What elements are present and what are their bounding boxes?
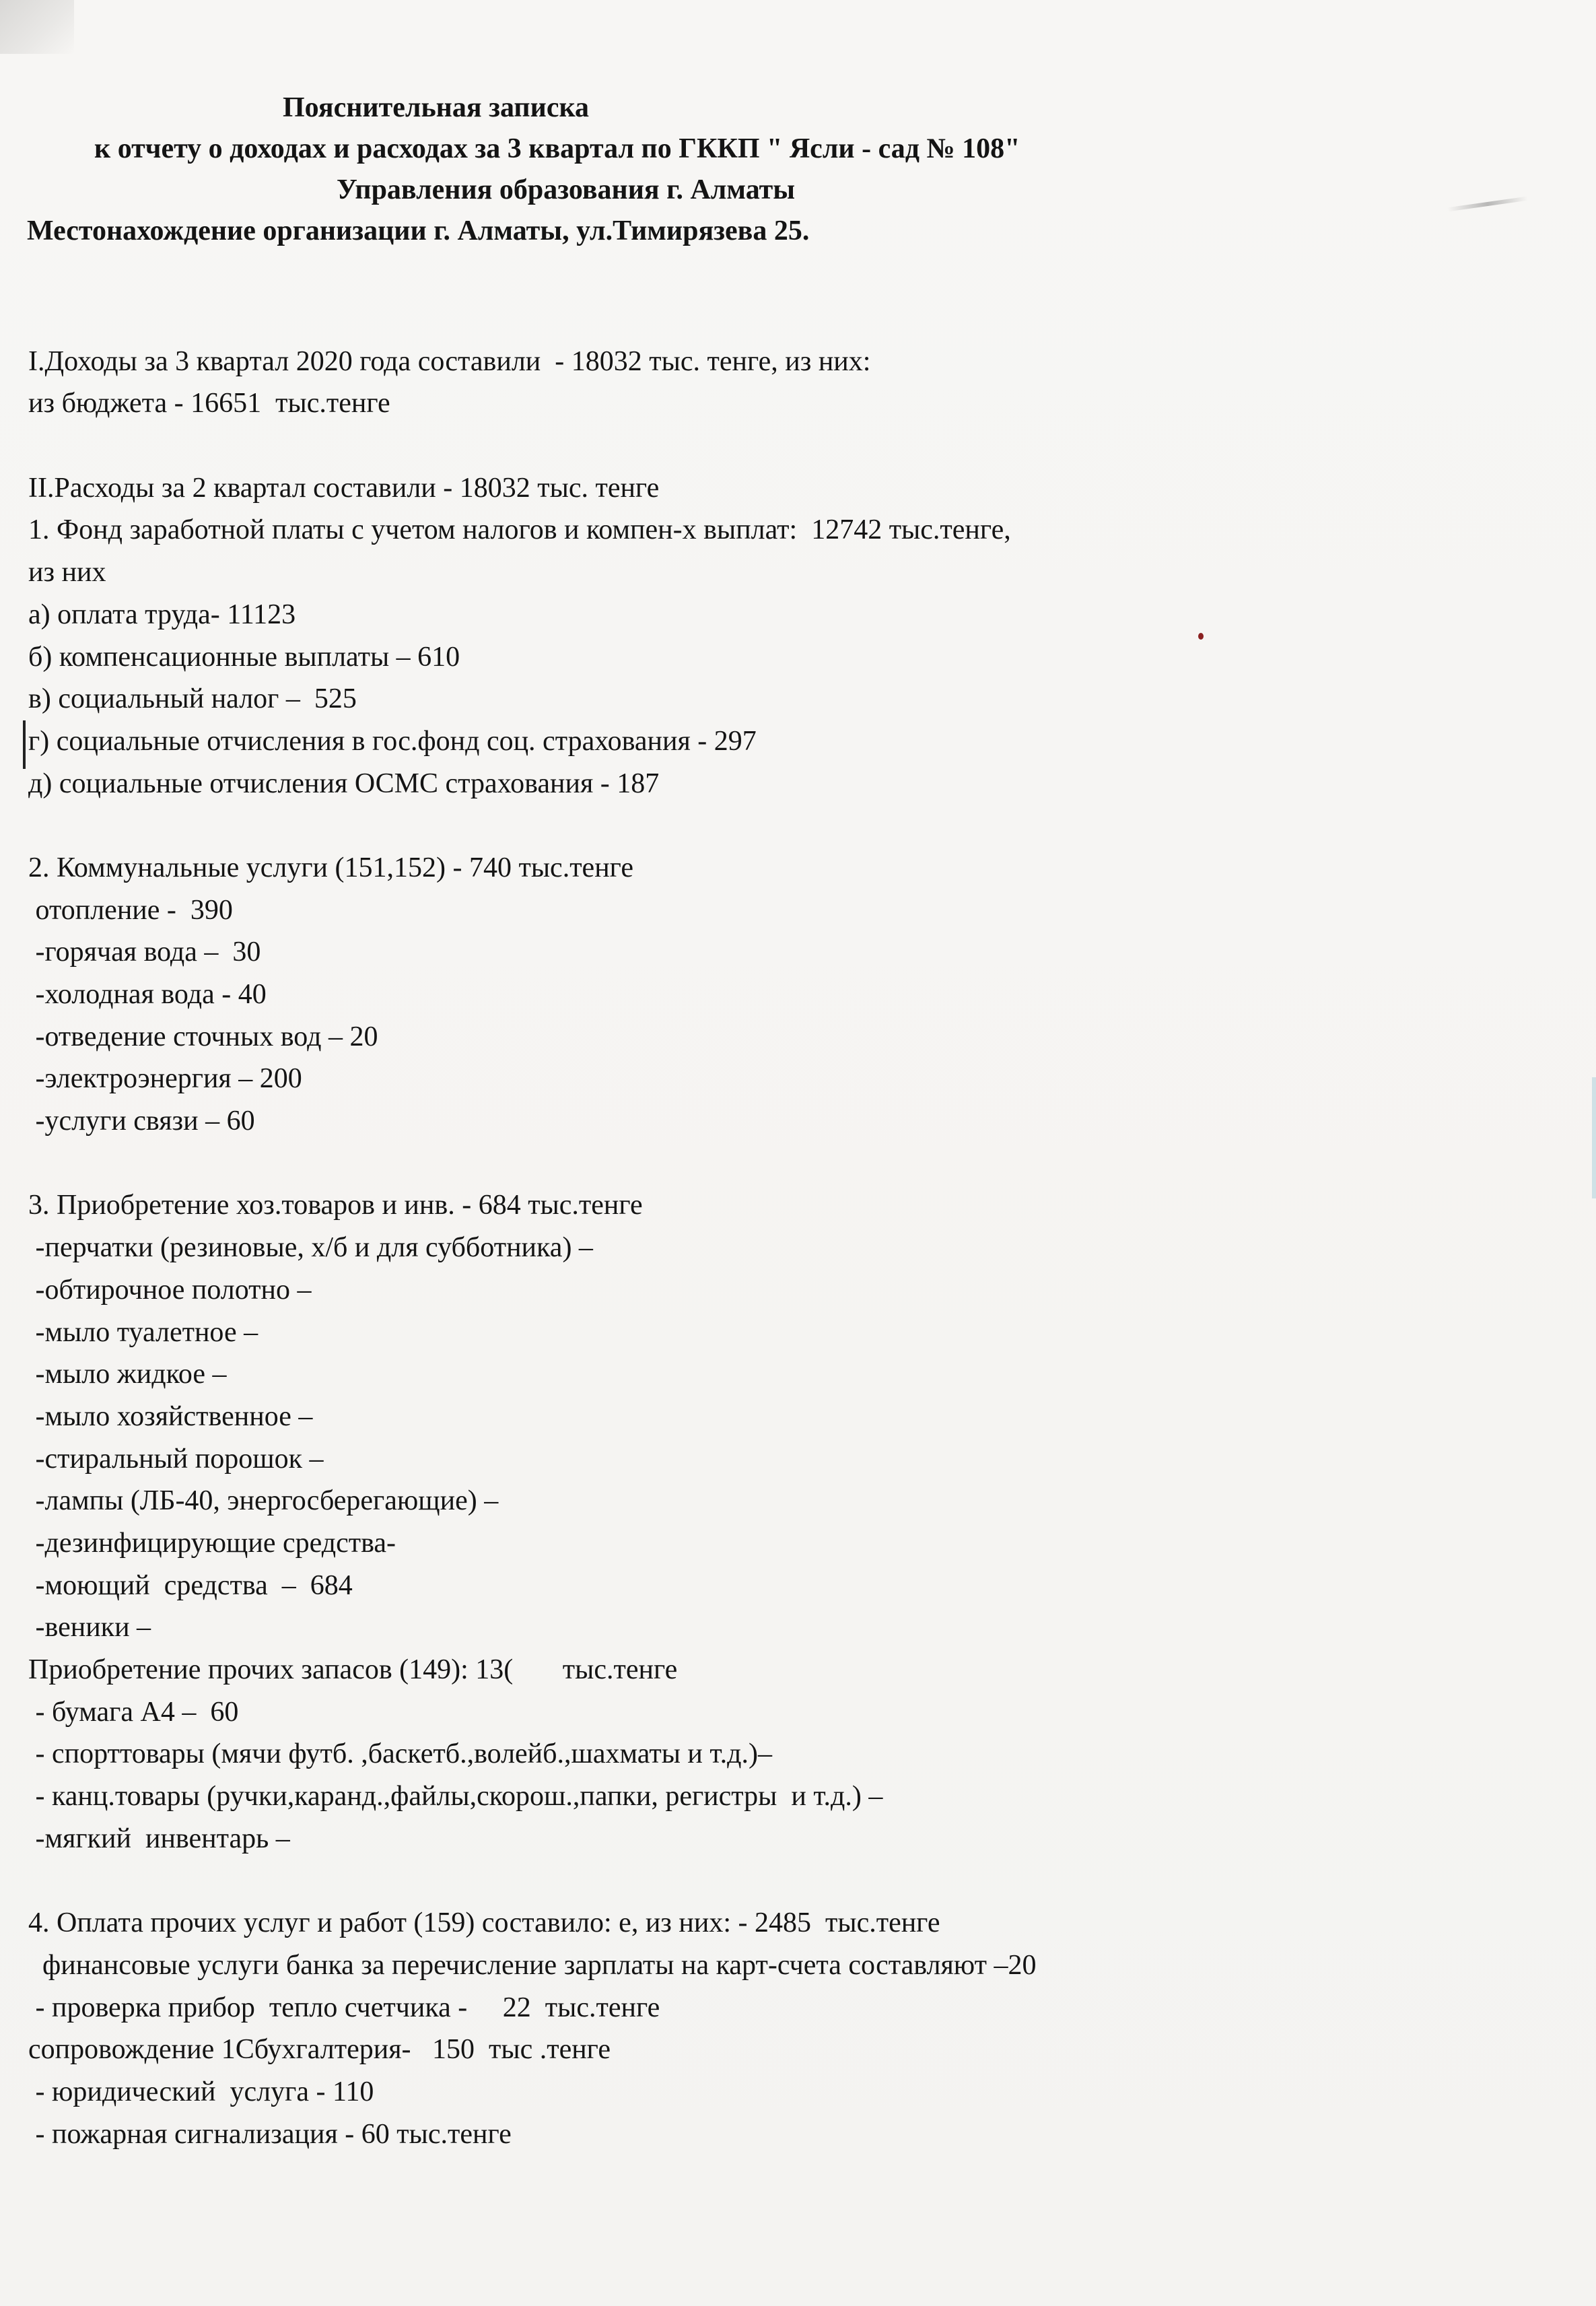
text-line: Приобретение прочих запасов (149): 13( тыс.тенге [28, 1654, 678, 1685]
text-line: д) социальные отчисления ОСМС страхования - 187 [28, 768, 660, 799]
text-line: -моющий средства – 684 [28, 1569, 353, 1601]
text-line: -мягкий инвентарь – [28, 1823, 290, 1854]
text-line: -веники – [28, 1612, 151, 1643]
text-line: сопровождение 1Cбухгалтерия- 150 тыс .тенге [28, 2034, 611, 2066]
blank-line [28, 805, 1375, 847]
blank-line [28, 298, 1375, 341]
text-line: - бумага А4 – 60 [28, 1696, 239, 1728]
text-line: -мыло туалетное – [28, 1316, 258, 1348]
text-line: 3. Приобретение хоз.товаров и инв. - 684 тыс.тенге [28, 1190, 643, 1221]
folded-corner [0, 0, 74, 54]
text-line: из них [28, 557, 106, 588]
text-line: - юридический услуга - 110 [28, 2076, 374, 2107]
blank-line [28, 1860, 1375, 1902]
text-line: II.Расходы за 2 квартал составили - 18032 тыс. тенге [28, 472, 660, 504]
text-line: в) социальный налог – 525 [28, 683, 357, 715]
blank-line [28, 425, 1375, 467]
document-body [28, 298, 1375, 2155]
text-line: -стиральный порошок – [28, 1443, 324, 1474]
blank-line [28, 1143, 1375, 1185]
edge-mark [1592, 1077, 1596, 1198]
location-line: Местонахождение организации г. Алматы, ул.Тимирязева 25. [27, 215, 810, 246]
text-line: - спорттовары (мячи футб. ,баскетб.,волейб.,шахматы и т.д.)– [28, 1738, 772, 1770]
text-line: -мыло жидкое – [28, 1359, 227, 1390]
text-line: -обтирочное полотно – [28, 1274, 312, 1305]
text-line: финансовые услуги банка за перечисление зарплаты на карт-счета составляют –20 [28, 1949, 1037, 1981]
text-line: б) компенсационные выплаты – 610 [28, 641, 460, 673]
text-line: -холодная вода - 40 [28, 979, 267, 1010]
text-line: из бюджета - 16651 тыс.тенге [28, 388, 390, 419]
text-line: -лампы (ЛБ-40, энергосберегающие) – [28, 1485, 499, 1517]
text-line: 4. Оплата прочих услуг и работ (159) составило: е, из них: - 2485 тыс.тенге [28, 1907, 940, 1939]
text-line: - канц.товары (ручки,каранд.,файлы,скорош.,папки, регистры и т.д.) – [28, 1781, 883, 1812]
text-line: - пожарная сигнализация - 60 тыс.тенге [28, 2118, 512, 2150]
text-line: 2. Коммунальные услуги (151,152) - 740 тыс.тенге [28, 852, 633, 883]
text-line: -электроэнергия – 200 [28, 1063, 302, 1095]
text-line: отопление - 390 [28, 894, 233, 926]
text-line: -перчатки (резиновые, х/б и для субботника) – [28, 1232, 593, 1264]
text-line: 1. Фонд заработной платы с учетом налогов и компен-х выплат: 12742 тыс.тенге, [28, 514, 1011, 546]
document-title: Пояснительная записка [283, 92, 590, 123]
organization-line: Управления образования г. Алматы [337, 174, 796, 205]
scan-streak [1447, 197, 1528, 212]
text-line: -мыло хозяйственное – [28, 1400, 313, 1432]
text-line: г) социальные отчисления в гос.фонд соц. страхования - 297 [28, 725, 757, 757]
text-line: -услуги связи – 60 [28, 1106, 255, 1137]
margin-mark [23, 720, 26, 769]
text-line: -дезинфицирующие средства- [28, 1527, 396, 1559]
text-line: - проверка прибор тепло счетчика - 22 тыс.тенге [28, 1992, 660, 2023]
document-subtitle: к отчету о доходах и расходах за 3 квартал по ГККП " Ясли - сад № 108" [94, 133, 1020, 164]
text-line: а) оплата труда- 11123 [28, 599, 296, 630]
document-header [27, 88, 1373, 252]
text-line: -горячая вода – 30 [28, 937, 261, 968]
text-line: I.Доходы за 3 квартал 2020 года составили - 18032 тыс. тенге, из них: [28, 345, 871, 377]
text-line: -отведение сточных вод – 20 [28, 1021, 378, 1052]
